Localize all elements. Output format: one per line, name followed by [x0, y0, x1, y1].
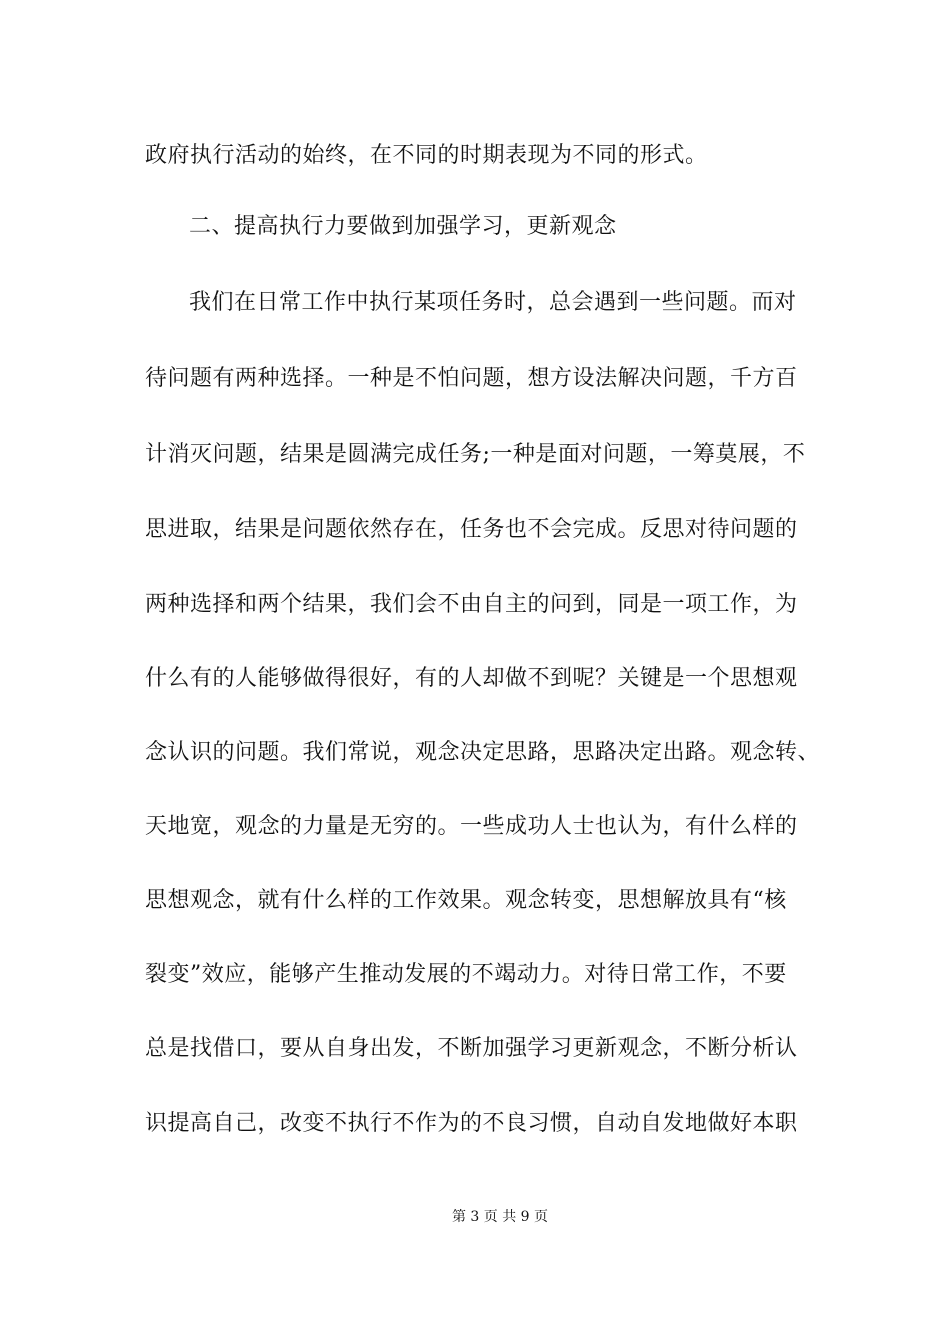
- body-text-line: 天地宽，观念的力量是无穷的。一些成功人士也认为，有什么样的: [145, 814, 798, 839]
- body-text-line: 识提高自己，改变不执行不作为的不良习惯，自动自发地做好本职: [145, 1111, 798, 1136]
- body-text-line: 政府执行活动的始终，在不同的时期表现为不同的形式。: [145, 143, 708, 168]
- body-text-line: 计消灭问题，结果是圆满完成任务;一种是面对问题，一筹莫展，不: [145, 442, 806, 467]
- body-text-line: 什么有的人能够做得很好，有的人却做不到呢？关键是一个思想观: [145, 666, 798, 691]
- page-number: 第 3 页 共 9 页: [451, 1209, 549, 1225]
- section-heading: 二、提高执行力要做到加强学习，更新观念: [189, 214, 617, 239]
- body-text-line: 裂变”效应，能够产生推动发展的不竭动力。对待日常工作，不要: [145, 962, 787, 987]
- body-text-line: 两种选择和两个结果，我们会不由自主的问到，同是一项工作，为: [145, 592, 798, 617]
- body-text-line: 待问题有两种选择。一种是不怕问题，想方设法解决问题，千方百: [145, 366, 798, 391]
- page-footer: [0, 1207, 950, 1227]
- body-text-line: 我们在日常工作中执行某项任务时，总会遇到一些问题。而对: [189, 290, 797, 315]
- body-text-line: 总是找借口，要从自身出发，不断加强学习更新观念，不断分析认: [145, 1036, 798, 1061]
- body-text-line: 思想观念，就有什么样的工作效果。观念转变，思想解放具有“核: [145, 888, 787, 913]
- body-text-line: 思进取，结果是问题依然存在，任务也不会完成。反思对待问题的: [145, 517, 798, 542]
- body-text-line: 念认识的问题。我们常说，观念决定思路，思路决定出路。观念转、: [145, 740, 821, 765]
